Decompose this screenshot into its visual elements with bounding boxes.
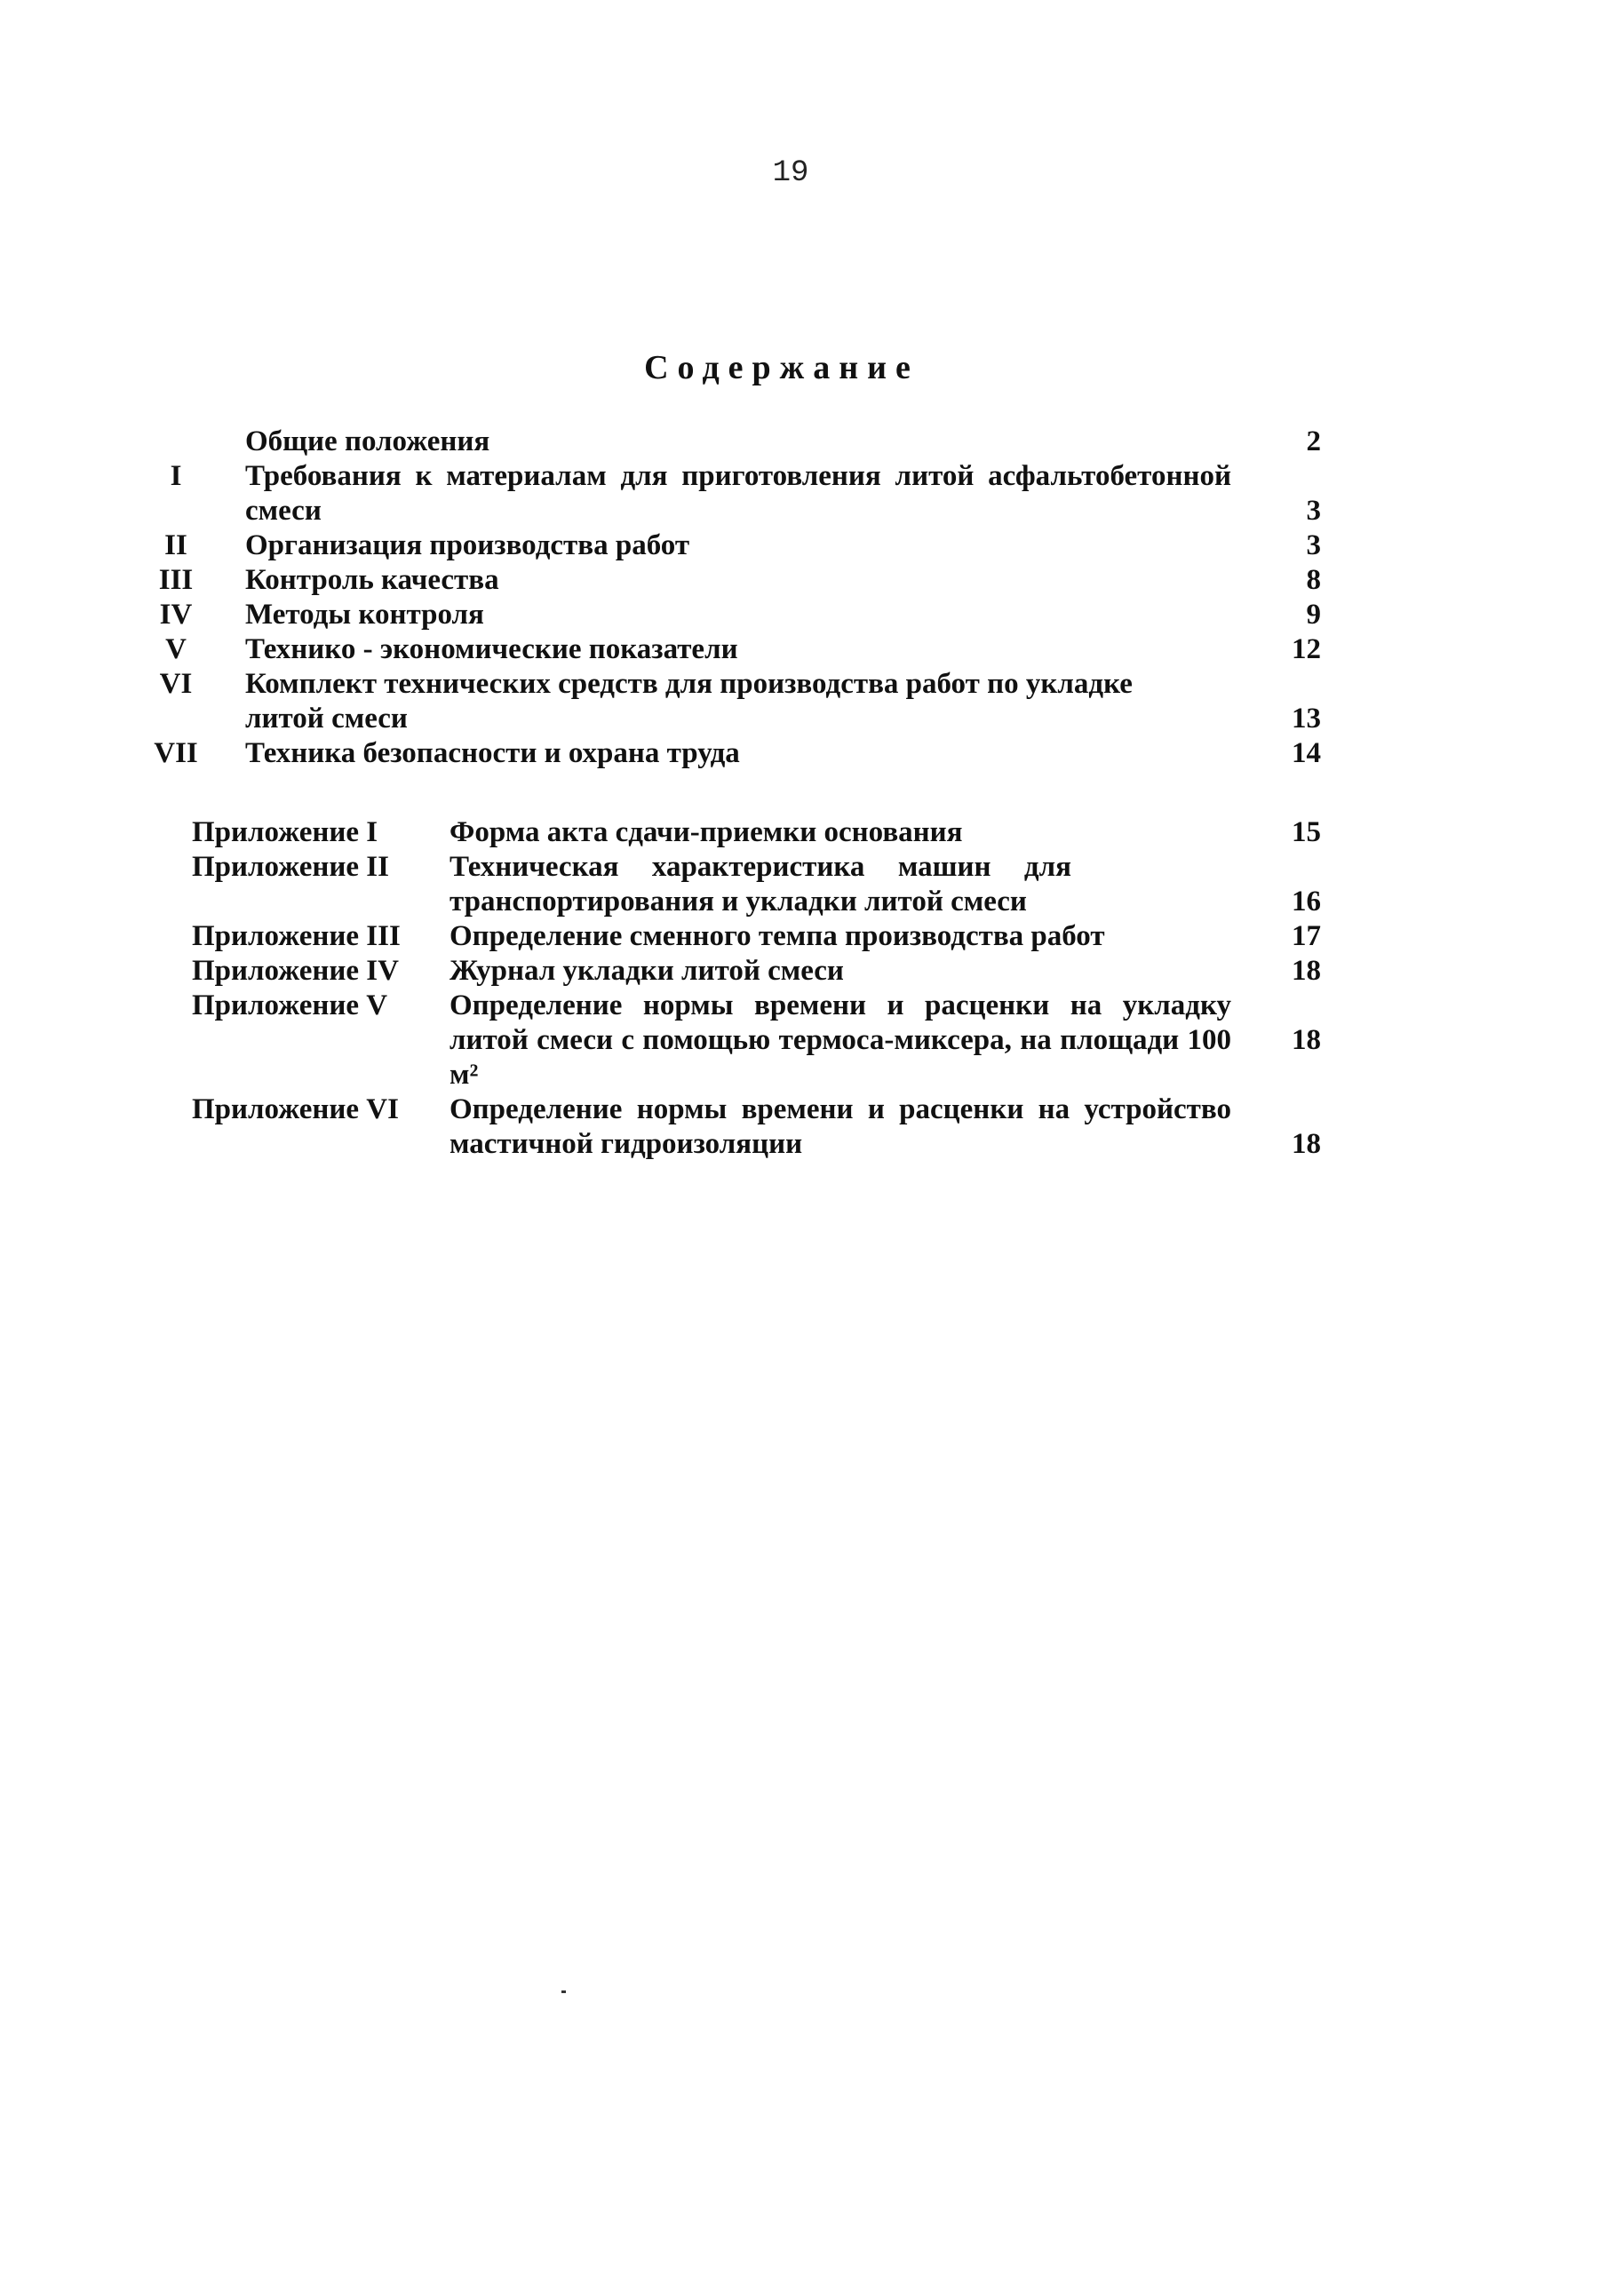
section-title: Общие положения [245, 425, 490, 457]
section-number: IV [159, 599, 193, 631]
toc-entry [0, 425, 1623, 459]
section-number: VII [154, 737, 198, 769]
appendix-label: Приложение IV [192, 955, 399, 987]
appendix-page: 16 [1292, 886, 1321, 918]
appendix-page: 18 [1292, 1128, 1321, 1160]
toc-entry [0, 563, 1623, 598]
section-title: Организация производства работ [245, 529, 690, 561]
toc-entry [0, 459, 1623, 528]
toc-entry [0, 632, 1623, 667]
section-title: Методы контроля [245, 599, 484, 631]
appendix-page: 18 [1292, 1024, 1321, 1056]
section-page: 2 [1306, 425, 1321, 457]
section-title: Контроль качества [245, 564, 499, 596]
appendix-entry [0, 850, 1623, 919]
section-page: 9 [1306, 599, 1321, 631]
section-number: I [170, 460, 182, 492]
toc-entry [0, 667, 1623, 736]
appendix-title: Журнал укладки литой смеси [450, 955, 844, 987]
appendix-entry [0, 954, 1623, 989]
section-page: 13 [1292, 703, 1321, 735]
appendix-entry [0, 989, 1623, 1092]
section-page: 12 [1292, 633, 1321, 665]
appendix-entry [0, 1092, 1623, 1162]
toc-entry [0, 736, 1623, 771]
page-number: 19 [772, 156, 809, 190]
toc-sections [0, 425, 1623, 771]
appendix-label: Приложение V [192, 989, 388, 1021]
toc-title: Содержание [644, 349, 919, 386]
section-title: Требования к материалам для приготовления литой асфальтобетонной смеси [245, 460, 1231, 527]
appendix-label: Приложение I [192, 816, 378, 848]
section-page: 8 [1306, 564, 1321, 596]
toc-appendices [0, 815, 1623, 1162]
appendix-title: Определение нормы времени и расценки на укладку литой смеси с помощью термоса-миксера, на площади 100 м² [450, 989, 1231, 1091]
appendix-page: 15 [1292, 816, 1321, 848]
section-number: II [164, 529, 187, 561]
appendix-label: Приложение II [192, 851, 389, 883]
section-number: V [165, 633, 187, 665]
section-page: 14 [1292, 737, 1321, 769]
appendix-page: 17 [1292, 920, 1321, 952]
section-number: VI [159, 668, 193, 700]
section-page: 3 [1306, 529, 1321, 561]
appendix-entry [0, 815, 1623, 850]
toc-entry [0, 528, 1623, 563]
appendix-title: Определение нормы времени и расценки на устройство мастичной гидроизоляции [450, 1093, 1231, 1160]
appendix-label: Приложение III [192, 920, 401, 952]
scan-speck [561, 1990, 566, 1993]
appendix-label: Приложение VI [192, 1093, 399, 1125]
appendix-entry [0, 919, 1623, 954]
section-title: Технико - экономические показатели [245, 633, 738, 665]
section-title: Техника безопасности и охрана труда [245, 737, 740, 769]
section-title: Комплект технических средств для производства работ по укладке литой смеси [245, 668, 1133, 735]
section-page: 3 [1306, 495, 1321, 527]
appendix-title: Техническая характеристика машин для транспортирования и укладки литой смеси [450, 851, 1071, 918]
appendix-page: 18 [1292, 955, 1321, 987]
toc-entry [0, 598, 1623, 632]
appendix-title: Форма акта сдачи-приемки основания [450, 816, 963, 848]
appendix-title: Определение сменного темпа производства работ [450, 920, 1105, 952]
section-number: III [158, 564, 194, 596]
